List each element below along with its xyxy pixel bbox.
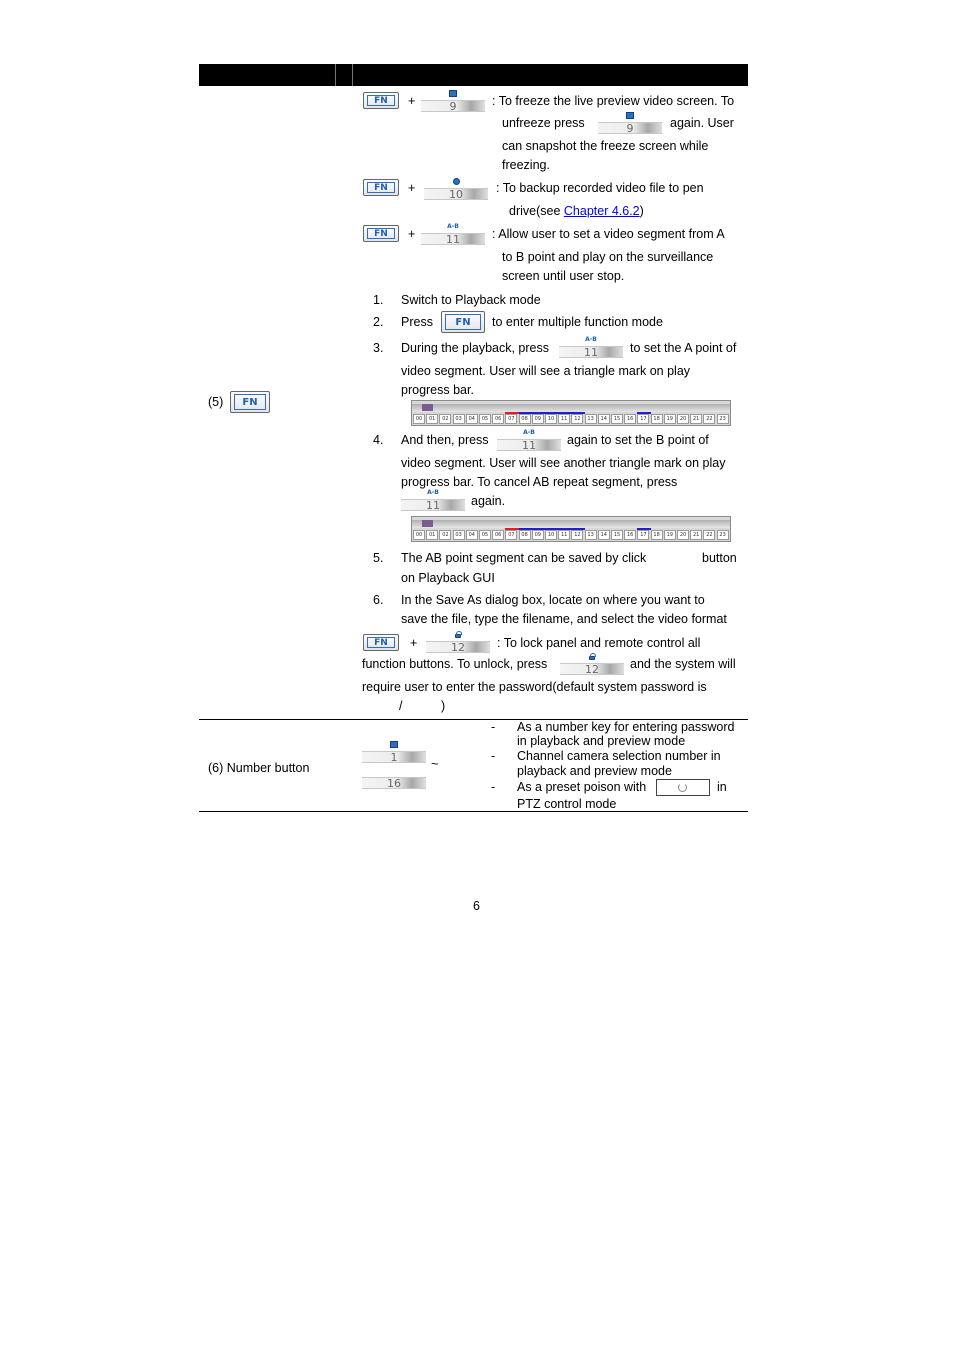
freeze-desc-line1: : To freeze the live preview video screen. To [492,94,735,108]
backup-desc-text: ) [639,204,644,218]
lock-desc-line3: require user to enter the password(default system password is [362,680,707,694]
timeline-hour-cell: 03 [453,414,465,424]
plus-sign: + [408,181,416,195]
timeline-hour-cell: 06 [492,414,504,424]
recording-segment [505,412,518,414]
timeline-hour-cell: 17 [637,414,649,424]
timeline-hour-cell: 14 [598,414,610,424]
lock-desc-line4: / [399,699,403,713]
plus-sign: + [410,636,418,650]
freeze-desc-line2b: again. User [670,116,734,130]
step-text: In the Save As dialog box, locate on where you want to [401,593,705,607]
fn-key-icon: FN [363,225,399,242]
timeline-hour-cell: 01 [426,414,438,424]
playback-progress-bar [411,516,731,542]
tilde-sign: ~ [431,757,439,771]
timeline-hour-cell: 11 [558,414,570,424]
progress-track [412,520,730,528]
step-text: again. [471,494,506,508]
timeline-hour-cell: 20 [677,530,689,540]
step-text: progress bar. To cancel AB repeat segment, press [401,475,678,489]
step-text: video segment. User will see another triangle mark on play [401,456,726,470]
key-10-backup-icon: 10 [424,178,488,200]
step-number: 5. [373,551,384,565]
playback-progress-bar [411,400,731,426]
ab-point-triangle-mark [422,520,433,527]
timeline-hour-cell: 00 [413,530,425,540]
key-16-icon: 16 [362,777,426,789]
timeline-hour-cell: 11 [558,530,570,540]
step-text: to enter multiple function mode [492,315,663,329]
step-text: on Playback GUI [401,571,495,585]
lock-desc-line1: : To lock panel and remote control all [497,636,701,650]
fn-key-icon: FN [363,179,399,196]
timeline-hour-cell: 02 [439,530,451,540]
plus-sign: + [408,227,416,241]
key-11-ab-icon: A-B 11 [421,223,485,245]
step-text: again to set the B point of [567,433,709,447]
bullet-text: PTZ control mode [517,797,617,811]
preset-button-icon [656,779,710,796]
timeline-hour-cell: 23 [717,414,729,424]
timeline-hour-cell: 12 [571,414,583,424]
step-text: save the file, type the filename, and select the video format [401,612,727,626]
timeline-hour-cell: 04 [466,414,478,424]
step-text: Press [401,315,433,329]
timeline-hour-cell: 16 [624,530,636,540]
bullet-text: in playback and preview mode [517,734,686,748]
backup-desc-line1: : To backup recorded video file to pen [496,181,704,195]
timeline-hour-cell: 08 [519,530,531,540]
plus-sign: + [408,94,416,108]
key-9-freeze-icon: 9 [421,90,485,112]
header-divider [352,64,353,86]
row-label-fn: (5) [208,395,224,409]
ab-desc-line2: to B point and play on the surveillance [502,250,714,264]
timeline-hour-cell: 19 [664,414,676,424]
timeline-hour-cell: 04 [466,530,478,540]
timeline-hour-cell: 19 [664,530,676,540]
timeline-hour-cell: 15 [611,414,623,424]
lock-icon [455,634,461,638]
timeline-hour-cell: 03 [453,530,465,540]
bullet-text: playback and preview mode [517,764,672,778]
progress-track [412,404,730,412]
timeline-hour-cell: 06 [492,530,504,540]
timeline-hour-cell: 13 [585,414,597,424]
page-number: 6 [473,899,480,913]
key-12-lock-icon: 12 [426,631,490,653]
a-point-triangle-mark [422,404,433,411]
step-number: 6. [373,593,384,607]
step-number: 4. [373,433,384,447]
step-text: And then, press [401,433,489,447]
refresh-icon [678,783,687,792]
channel-icon [390,741,398,748]
freeze-desc-line3: can snapshot the freeze screen while [502,139,709,153]
timeline-hour-cell: 10 [545,530,557,540]
key-11-ab-icon: A-B 11 [497,429,561,451]
header-divider [335,64,336,86]
fn-key-icon: FN [441,311,485,333]
bullet-dash: - [491,749,496,763]
key-9-freeze-icon: 9 [598,112,662,134]
step-number: 3. [373,341,384,355]
timeline-hour-cell: 15 [611,530,623,540]
recording-segment [505,528,518,530]
fn-key-icon: FN [363,92,399,109]
key-11-ab-icon: A-B 11 [559,336,623,358]
lock-icon [589,656,595,660]
chapter-link[interactable]: Chapter 4.6.2 [563,204,640,218]
step-text: progress bar. [401,383,474,397]
timeline-hour-cell: 02 [439,414,451,424]
timeline-hour-cell: 08 [519,414,531,424]
timeline-hour-cell: 21 [690,414,702,424]
fn-key-icon: FN [363,634,399,651]
timeline-hour-cell: 10 [545,414,557,424]
table-bottom-rule [199,811,748,812]
recording-segment [519,528,585,530]
row-label-number-button: (6) Number button [208,761,310,775]
step-text: During the playback, press [401,341,549,355]
freeze-desc-line4: freezing. [502,158,550,172]
timeline-hour-cell: 14 [598,530,610,540]
step-text: Switch to Playback mode [401,293,541,307]
backup-icon [453,178,460,185]
timeline-hour-cell: 12 [571,530,583,540]
freeze-icon [626,112,634,119]
freeze-desc-line2a: unfreeze press [502,116,585,130]
timeline-hour-cell: 22 [703,414,715,424]
ab-desc-line3: screen until user stop. [502,269,625,283]
freeze-icon [449,90,457,97]
recording-segment [637,528,650,530]
step-number: 2. [373,315,384,329]
bullet-dash: - [491,780,496,794]
timeline-hour-cell: 01 [426,530,438,540]
timeline-hour-cell: 22 [703,530,715,540]
lock-desc-line4: ) [441,699,446,713]
bullet-dash: - [491,720,496,734]
timeline-hour-cell: 09 [532,414,544,424]
backup-desc-line2 [509,205,644,218]
timeline-hour-cell: 07 [505,530,517,540]
backup-desc-text: drive(see [509,204,564,218]
bullet-text: As a number key for entering password [517,720,735,734]
timeline-hour-cell: 17 [637,530,649,540]
key-12-lock-icon: 12 [560,653,624,675]
bullet-text: As a preset poison with [517,780,647,794]
timeline-hour-cell: 23 [717,530,729,540]
key-11-ab-icon: A-B 11 [401,489,465,511]
key-1-icon: 1 [362,741,426,763]
timeline-hour-cell: 05 [479,414,491,424]
lock-desc-line2b: and the system will [630,657,736,671]
lock-desc-line2a: function buttons. To unlock, press [362,657,548,671]
timeline-hour-cell: 13 [585,530,597,540]
timeline-hour-cell: 07 [505,414,517,424]
timeline-hour-cell: 00 [413,414,425,424]
step-text: video segment. User will see a triangle mark on play [401,364,691,378]
bullet-text: in [717,780,727,794]
step-text: The AB point segment can be saved by click [401,551,647,565]
table-header-bar [199,64,748,86]
timeline-hour-cell: 05 [479,530,491,540]
ab-desc-line1: : Allow user to set a video segment from A [492,227,725,241]
bullet-text: Channel camera selection number in [517,749,721,763]
timeline-hour-cell: 09 [532,530,544,540]
timeline-hour-cell: 18 [651,530,663,540]
timeline-hour-cell: 20 [677,414,689,424]
timeline-hour-cell: 18 [651,414,663,424]
recording-segment [519,412,585,414]
step-text: to set the A point of [630,341,737,355]
step-number: 1. [373,293,384,307]
recording-segment [637,412,650,414]
timeline-hour-cell: 21 [690,530,702,540]
timeline-hour-cell: 16 [624,414,636,424]
step-text: button [702,551,737,565]
fn-key-icon: FN [230,391,270,413]
